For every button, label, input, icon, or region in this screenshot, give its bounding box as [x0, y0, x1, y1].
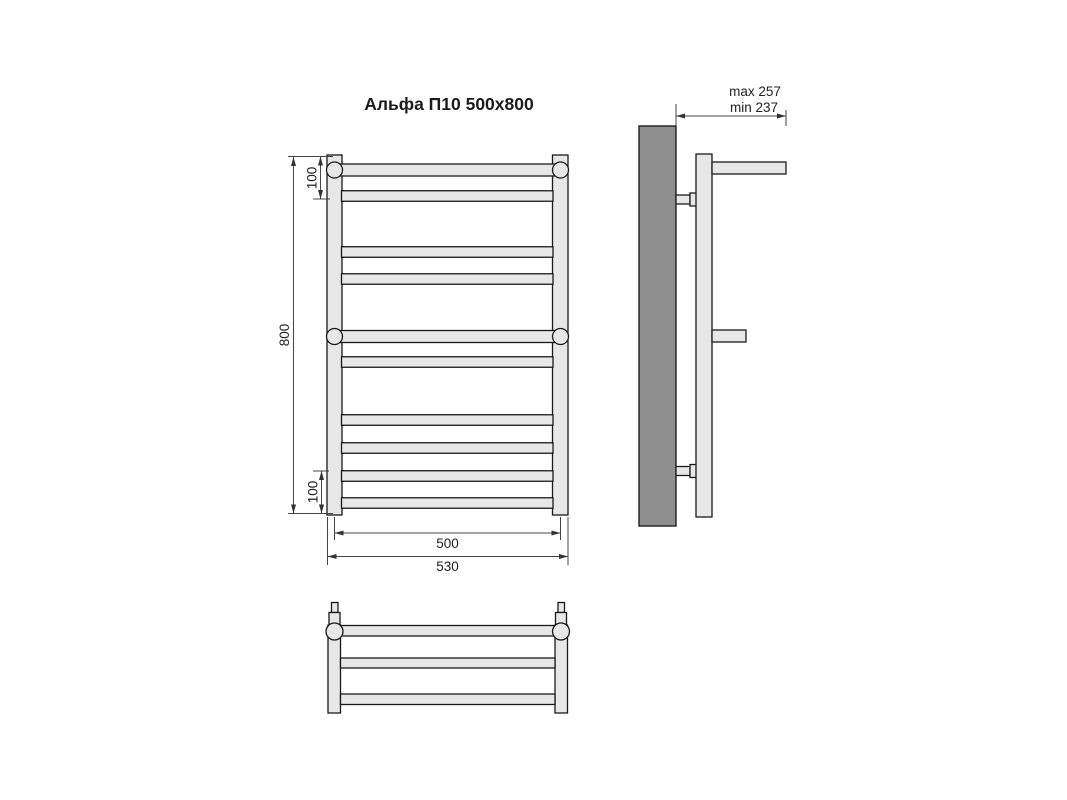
dim-depth-max-min [676, 84, 786, 126]
rung [342, 357, 554, 368]
dim-label-530: 530 [436, 559, 459, 574]
rung [342, 247, 554, 258]
dim-label-500: 500 [436, 536, 459, 551]
shelf-rung-top [335, 164, 561, 176]
rung [342, 498, 554, 509]
bar-row-3 [341, 694, 556, 705]
bar-row-1 [335, 626, 562, 637]
top-view [326, 603, 570, 714]
dim-label-800: 800 [277, 323, 292, 347]
dim-label-100-top: 100 [304, 166, 320, 190]
collector-side [696, 154, 712, 517]
wall-bracket-bottom [676, 467, 690, 476]
fitting-left-tip [332, 603, 339, 613]
wall [639, 126, 676, 526]
front-view [327, 155, 569, 515]
shelf-rung-top-side [712, 162, 786, 174]
dim-top-offset-100 [305, 157, 331, 200]
rung [342, 415, 554, 426]
mount-boss [553, 329, 569, 345]
rung [342, 443, 554, 454]
dim-width-500 [335, 517, 561, 551]
side-view [639, 126, 786, 526]
bar-row-2 [341, 658, 556, 668]
dim-label-max-257: max 257 [729, 84, 781, 99]
rung [342, 191, 554, 202]
mount-boss-top-view [326, 623, 343, 640]
shelf-rung-middle-side [712, 330, 746, 342]
dim-height-800 [277, 157, 333, 514]
rung [342, 274, 554, 285]
dim-label-min-237: min 237 [729, 100, 779, 115]
dim-bottom-offset-100 [306, 471, 330, 514]
fitting-right-tip [558, 603, 565, 613]
mount-boss [327, 329, 343, 345]
mount-boss [553, 162, 569, 178]
dim-label-100-bottom: 100 [305, 480, 321, 504]
mount-boss-top-view [553, 623, 570, 640]
drawing-title: Альфа П10 500x800 [364, 94, 534, 114]
rung [342, 471, 554, 482]
shelf-rung-middle [335, 331, 561, 343]
wall-bracket-top [676, 195, 690, 204]
mount-boss [327, 162, 343, 178]
